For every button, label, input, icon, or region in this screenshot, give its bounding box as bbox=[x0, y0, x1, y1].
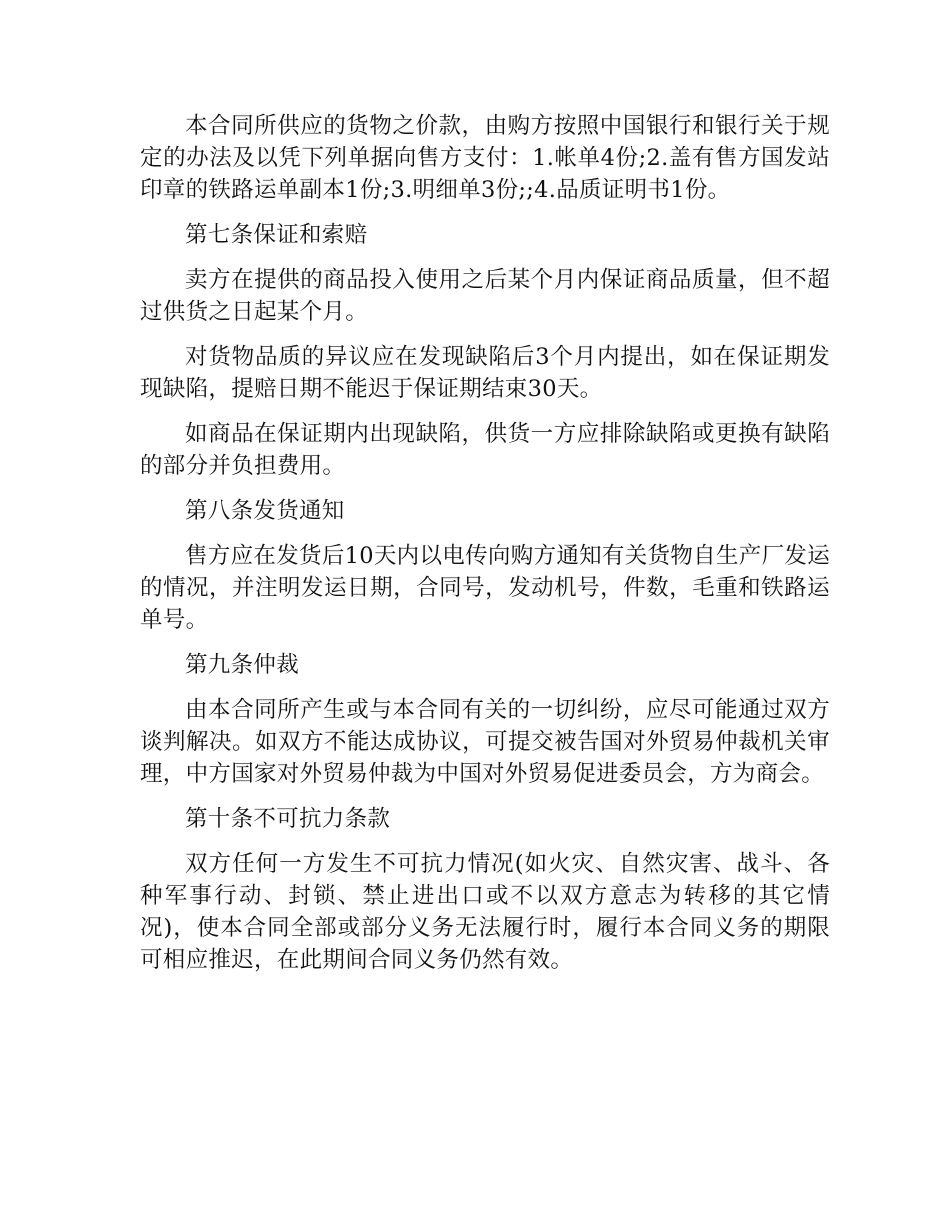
document-body bbox=[140, 110, 830, 989]
shipping-notice-paragraph: 售方应在发货后10天内以电传向购方通知有关货物自生产厂发运的情况，并注明发运日期，合同号，发动机号，件数，毛重和铁路运单号。 bbox=[140, 543, 830, 633]
article-9-heading: 第九条仲裁 bbox=[185, 652, 300, 678]
defect-remedy-paragraph: 如商品在保证期内出现缺陷，供货一方应排除缺陷或更换有缺陷的部分并负担费用。 bbox=[140, 421, 830, 479]
arbitration-paragraph: 由本合同所产生或与本合同有关的一切纠纷，应尽可能通过双方谈判解决。如双方不能达成协议，可提交被告国对外贸易仲裁机关审理，中方国家对外贸易仲裁为中国对外贸易促进委员会，方为商会。 bbox=[140, 697, 830, 787]
article-7-heading: 第七条保证和索赔 bbox=[185, 222, 368, 248]
force-majeure-paragraph: 双方任何一方发生不可抗力情况(如火灾、自然灾害、战斗、各种军事行动、封锁、禁止进出口或不以双方意志为转移的其它情况)，使本合同全部或部分义务无法履行时，履行本合同义务的期限可相应推迟，在此期间合同义务仍然有效。 bbox=[140, 851, 830, 973]
payment-clause-paragraph: 本合同所供应的货物之价款，由购方按照中国银行和银行关于规定的办法及以凭下列单据向售方支付：1.帐单4份;2.盖有售方国发站印章的铁路运单副本1份;3.明细单3份;;4.品质证明书1份。 bbox=[140, 113, 830, 203]
quality-objection-paragraph: 对货物品质的异议应在发现缺陷后3个月内提出，如在保证期发现缺陷，提赔日期不能迟于保证期结束30天。 bbox=[140, 344, 830, 402]
warranty-period-paragraph: 卖方在提供的商品投入使用之后某个月内保证商品质量，但不超过供货之日起某个月。 bbox=[140, 267, 830, 325]
article-8-heading: 第八条发货通知 bbox=[185, 498, 345, 524]
article-10-heading: 第十条不可抗力条款 bbox=[185, 806, 391, 832]
